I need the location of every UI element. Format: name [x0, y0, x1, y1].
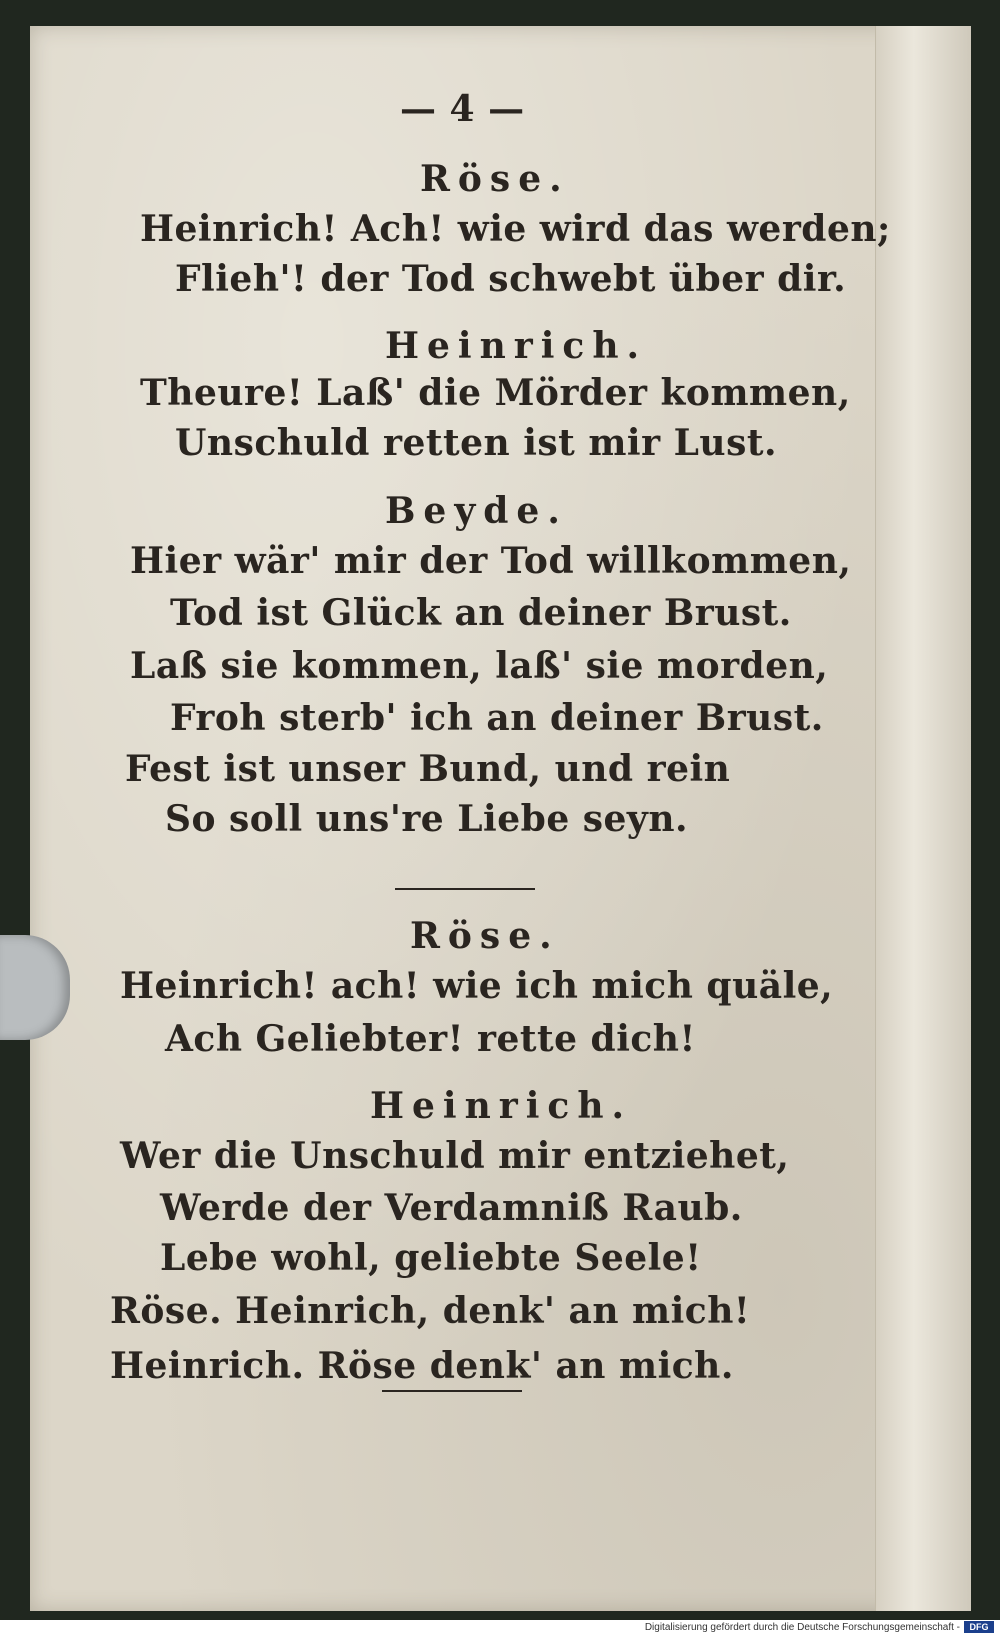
verse-line: Laß sie kommen, laß' sie morden, [130, 645, 829, 687]
verse-line: Flieh'! der Tod schwebt über dir. [175, 258, 847, 300]
verse-line: Tod ist Glück an deiner Brust. [170, 592, 792, 634]
page-number: — 4 — [400, 88, 525, 130]
verse-line: Heinrich. Röse denk' an mich. [110, 1345, 734, 1387]
dfg-logo: DFG [964, 1621, 994, 1633]
verse-line: So soll uns're Liebe seyn. [165, 798, 689, 840]
verse-line: Lebe wohl, geliebte Seele! [160, 1237, 702, 1279]
verse-line: Unschuld retten ist mir Lust. [175, 422, 778, 464]
verse-line: Röse. Heinrich, denk' an mich! [110, 1290, 751, 1332]
section-divider [395, 888, 535, 890]
end-divider [382, 1390, 522, 1392]
speaker-label: Röse. [420, 158, 570, 200]
verse-line: Heinrich! Ach! wie wird das werden; [140, 208, 891, 250]
verse-line: Heinrich! ach! wie ich mich quäle, [120, 965, 834, 1007]
speaker-label: Heinrich. [385, 325, 648, 367]
speaker-label: Heinrich. [370, 1085, 633, 1127]
digitization-footer [0, 1620, 1000, 1635]
footer-credit: Digitalisierung gefördert durch die Deutsche Forschungsgemeinschaft - [644, 1622, 960, 1633]
verse-line: Fest ist unser Bund, und rein [125, 748, 731, 790]
verse-line: Theure! Laß' die Mörder kommen, [140, 372, 851, 414]
speaker-label: Beyde. [385, 490, 568, 532]
verse-line: Froh sterb' ich an deiner Brust. [170, 697, 824, 739]
verse-line: Werde der Verdamniß Raub. [160, 1187, 743, 1229]
verse-line: Wer die Unschuld mir entziehet, [120, 1135, 790, 1177]
verse-line: Hier wär' mir der Tod willkommen, [130, 540, 852, 582]
speaker-label: Röse. [410, 915, 560, 957]
verse-line: Ach Geliebter! rette dich! [165, 1018, 696, 1060]
